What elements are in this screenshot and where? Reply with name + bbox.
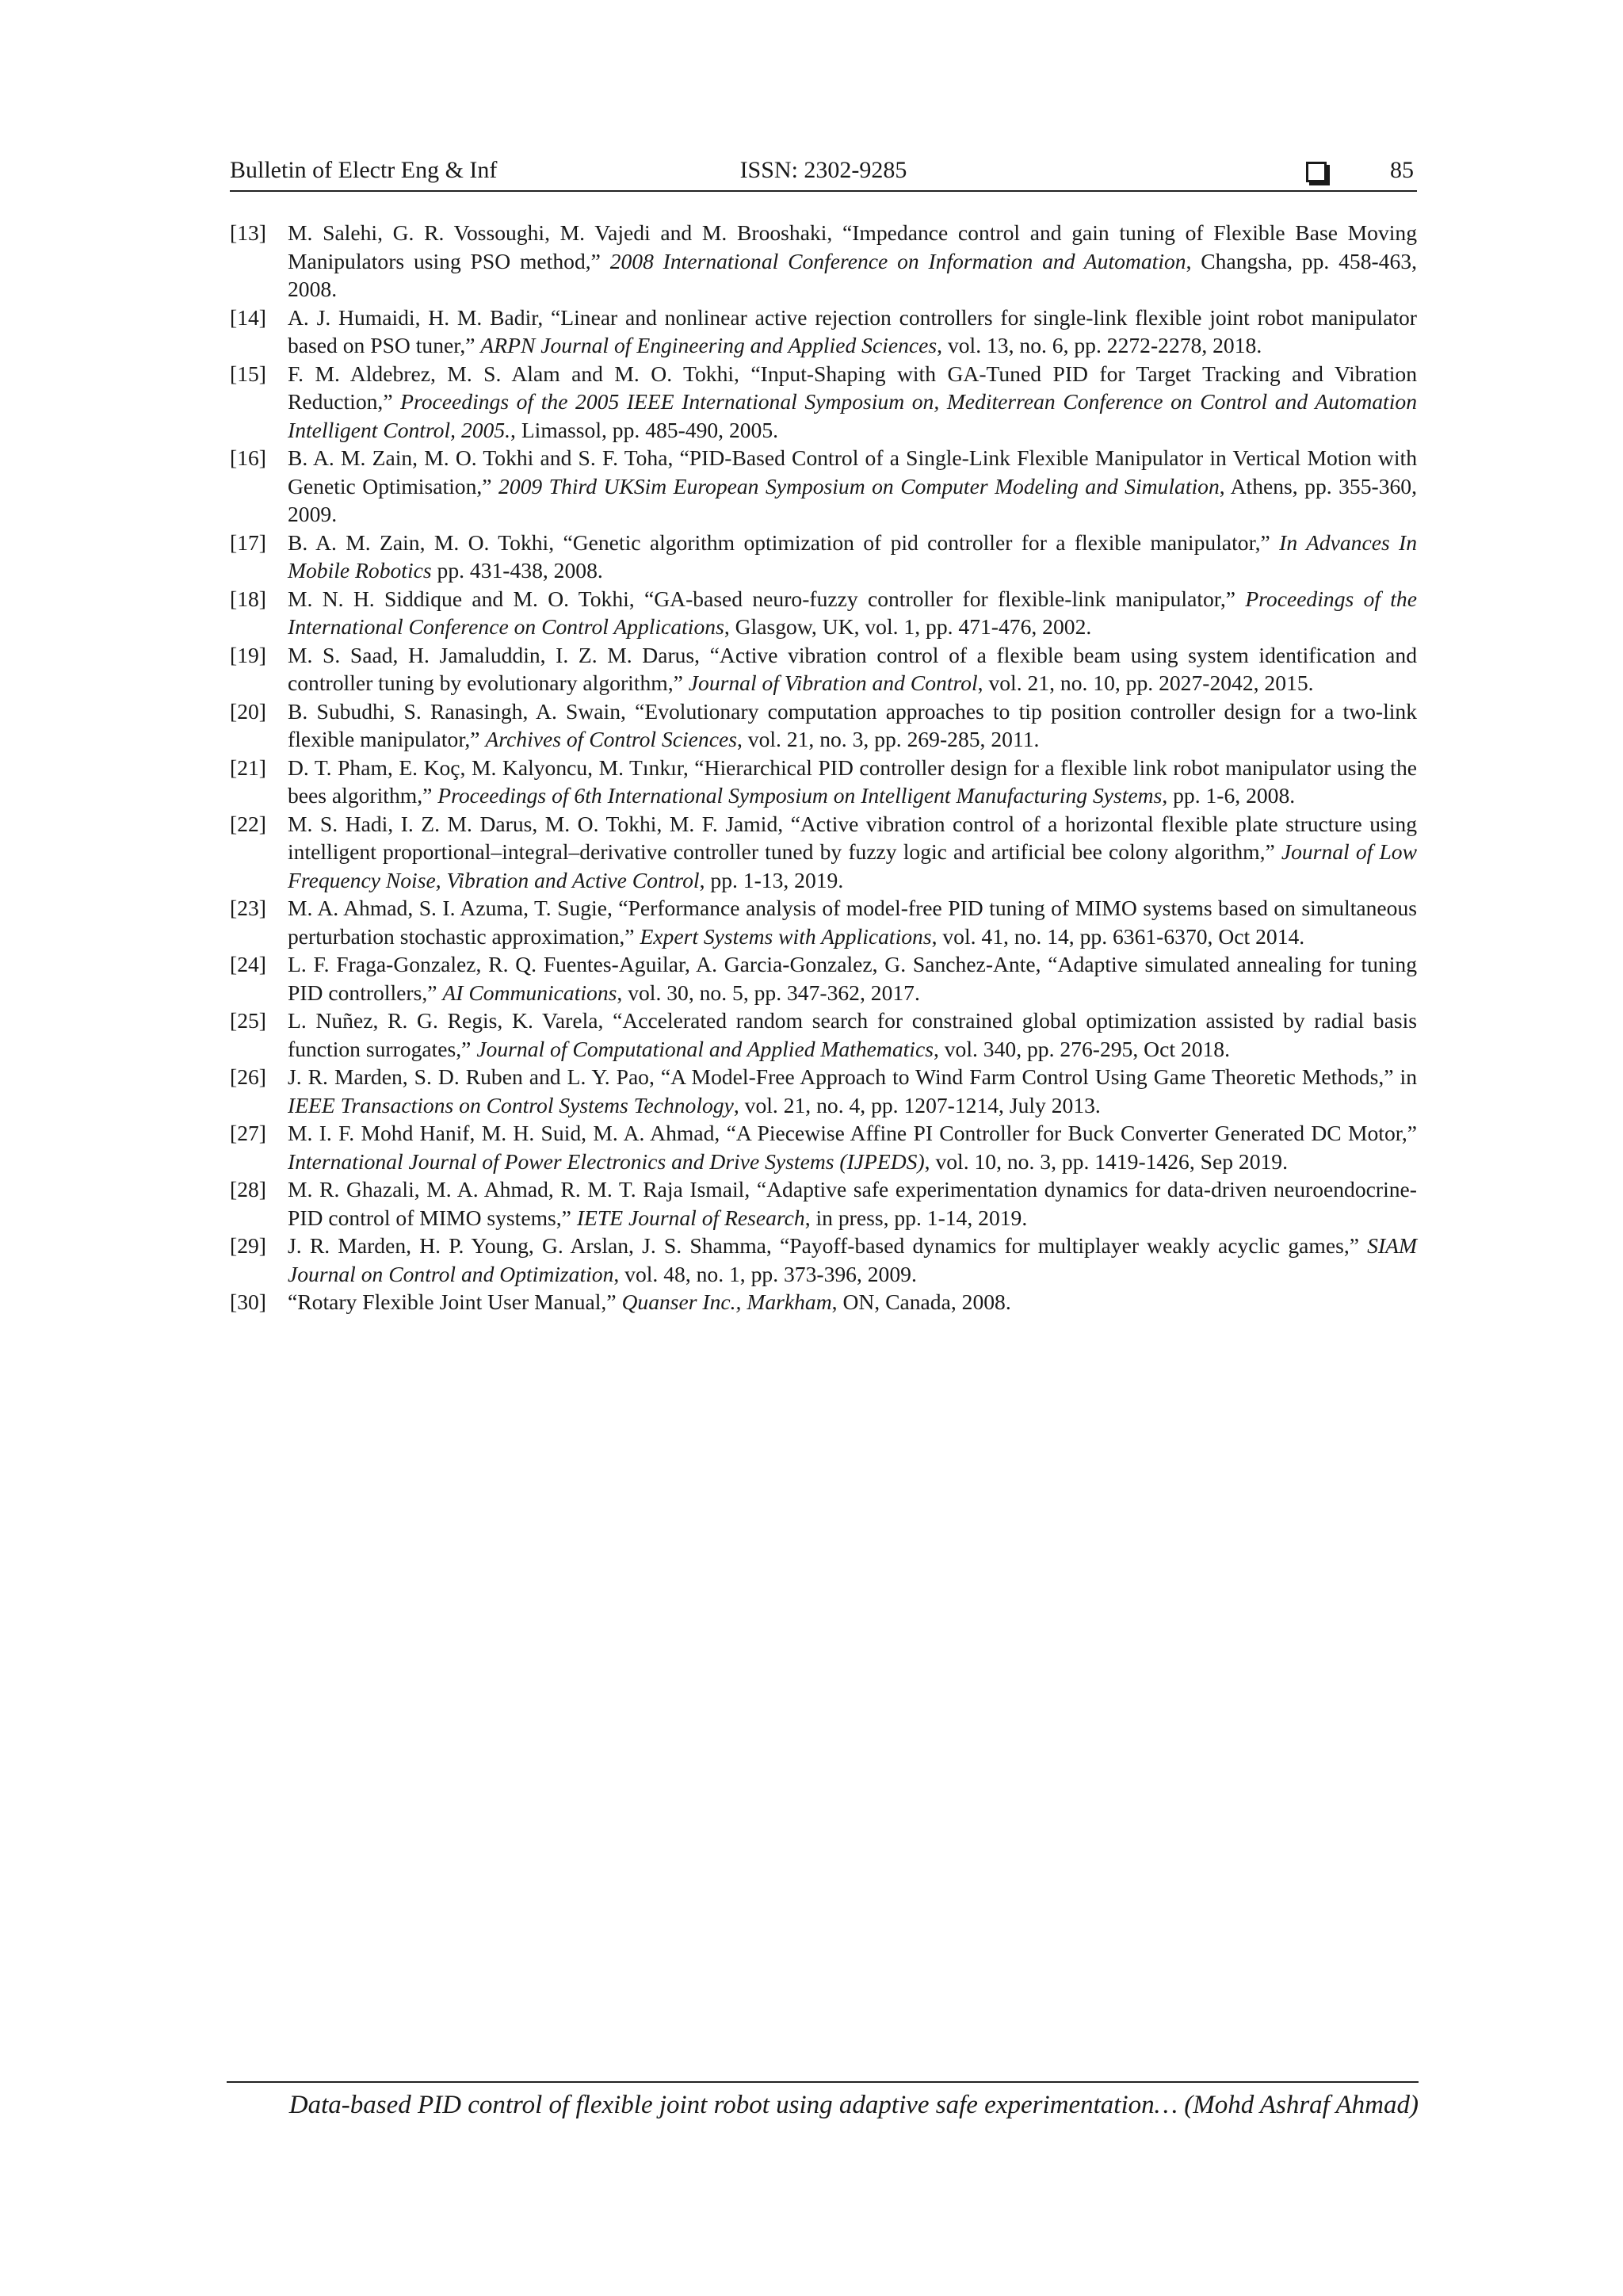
reference-venue: Journal of Computational and Applied Mathematics [476, 1036, 934, 1061]
reference-item [230, 1119, 1417, 1175]
reference-details: , Changsha, pp. 458-463, 2008. [288, 248, 1417, 301]
reference-text [288, 810, 1417, 895]
reference-venue: Quanser Inc., Markham [621, 1289, 832, 1314]
reference-text [288, 529, 1417, 585]
reference-venue: SIAM Journal on Control and Optimization [288, 1233, 1417, 1286]
reference-details: , pp. 1-6, 2008. [1162, 783, 1296, 808]
reference-authors-title: “Rotary Flexible Joint User Manual,” [288, 1289, 622, 1314]
reference-authors-title: M. I. F. Mohd Hanif, M. H. Suid, M. A. Ahmad, “A Piecewise Affine PI Controller for Buck Converter Generated DC Motor,” [288, 1121, 1417, 1145]
reference-item [230, 1288, 1417, 1316]
reference-item [230, 810, 1417, 895]
footer-running-title: Data-based PID control of flexible joint robot using adaptive safe experimentation… (Mohd Ashraf Ahmad) [288, 2091, 1419, 2119]
reference-number: [18] [230, 586, 266, 611]
reference-text [288, 304, 1417, 360]
reference-venue: In Advances In Mobile Robotics [288, 529, 1417, 583]
reference-details: , ON, Canada, 2008. [831, 1289, 1011, 1314]
reference-number: [21] [230, 755, 266, 780]
reference-number: [17] [230, 529, 266, 555]
reference-item [230, 360, 1417, 445]
reference-text [288, 1119, 1417, 1175]
reference-details: , vol. 13, no. 6, pp. 2272-2278, 2018. [937, 333, 1262, 357]
reference-details: , pp. 1-13, 2019. [699, 867, 844, 892]
reference-details: , vol. 10, no. 3, pp. 1419-1426, Sep 2019. [924, 1148, 1288, 1174]
page-number: 85 [1390, 157, 1414, 183]
reference-details: , Limassol, pp. 485-490, 2005. [510, 417, 779, 442]
reference-item [230, 950, 1417, 1007]
reference-number: [20] [230, 698, 266, 724]
reference-authors-title: M. S. Hadi, I. Z. M. Darus, M. O. Tokhi, M. F. Jamid, “Active vibration control of a horizontal flexible plate structure using intelligent proportional–integral–derivative controller tuned by fuzzy logic and artificial bee colony algorithm,” [288, 811, 1417, 864]
reference-authors-title: F. M. Aldebrez, M. S. Alam and M. O. Tokhi, “Input-Shaping with GA-Tuned PID for Target Tracking and Vibration Reduction,” [288, 361, 1417, 414]
reference-details: , vol. 21, no. 3, pp. 269-285, 2011. [736, 727, 1040, 751]
reference-venue: International Journal of Power Electronics and Drive Systems (IJPEDS) [288, 1148, 925, 1174]
reference-authors-title: B. A. M. Zain, M. O. Tokhi, “Genetic algorithm optimization of pid controller for a flexible manipulator,” [288, 529, 1280, 555]
reference-text [288, 641, 1417, 697]
reference-number: [24] [230, 952, 266, 976]
reference-text [288, 1175, 1417, 1232]
reference-item [230, 219, 1417, 304]
reference-details: , vol. 21, no. 10, pp. 2027-2042, 2015. [977, 670, 1314, 695]
reference-details: , Glasgow, UK, vol. 1, pp. 471-476, 2002. [724, 614, 1092, 639]
reference-number: [13] [230, 220, 266, 245]
reference-venue: Expert Systems with Applications [640, 923, 932, 949]
reference-text [288, 585, 1417, 641]
reference-item [230, 754, 1417, 810]
reference-text [288, 1007, 1417, 1063]
reference-venue: Archives of Control Sciences [485, 727, 737, 751]
reference-number: [23] [230, 896, 266, 920]
reference-authors-title: B. Subudhi, S. Ranasingh, A. Swain, “Evolutionary computation approaches to tip position controller design for a two-link flexible manipulator,” [288, 698, 1417, 751]
reference-item [230, 641, 1417, 697]
reference-venue: Journal of Low Frequency Noise, Vibration and Active Control [288, 839, 1418, 892]
reference-item [230, 1063, 1417, 1119]
reference-text [288, 894, 1417, 950]
reference-venue: Proceedings of the 2005 IEEE International Symposium on, Mediterrean Conference on Control and Automation Intelligent Control, 2005. [288, 389, 1417, 442]
reference-details: , vol. 30, no. 5, pp. 347-362, 2017. [617, 980, 920, 1005]
reference-number: [22] [230, 811, 266, 836]
reference-number: [29] [230, 1233, 266, 1258]
reference-authors-title: M. N. H. Siddique and M. O. Tokhi, “GA-based neuro-fuzzy controller for flexible-link manipulator,” [288, 586, 1246, 611]
page-header [230, 154, 1417, 192]
reference-authors-title: D. T. Pham, E. Koç, M. Kalyoncu, M. Tınkır, “Hierarchical PID controller design for a flexible link robot manipulator using the bees algorithm,” [288, 755, 1417, 808]
reference-venue: IEEE Transactions on Control Systems Technology [288, 1092, 734, 1117]
reference-number: [28] [230, 1177, 266, 1201]
reference-venue: IETE Journal of Research [576, 1205, 805, 1230]
reference-authors-title: L. Nuñez, R. G. Regis, K. Varela, “Accelerated random search for constrained global optimization assisted by radial basis function surrogates,” [288, 1008, 1417, 1061]
reference-authors-title: J. R. Marden, H. P. Young, G. Arslan, J. S. Shamma, “Payoff-based dynamics for multiplayer weakly acyclic games,” [288, 1233, 1368, 1258]
issn-label: ISSN: 2302-9285 [739, 157, 907, 183]
reference-authors-title: B. A. M. Zain, M. O. Tokhi and S. F. Toha, “PID-Based Control of a Single-Link Flexible Manipulator in Vertical Motion with Genetic Optimisation,” [288, 445, 1417, 499]
reference-text [288, 754, 1417, 810]
reference-text [288, 1288, 1417, 1316]
reference-number: [30] [230, 1289, 266, 1314]
reference-authors-title: M. S. Saad, H. Jamaluddin, I. Z. M. Darus, “Active vibration control of a flexible beam using system identification and controller tuning by evolutionary algorithm,” [288, 642, 1417, 695]
reference-details: , vol. 48, no. 1, pp. 373-396, 2009. [613, 1261, 917, 1286]
reference-item [230, 894, 1417, 950]
reference-list [230, 219, 1417, 1316]
reference-venue: Proceedings of the International Conference on Control Applications [288, 586, 1417, 639]
reference-details: , vol. 21, no. 4, pp. 1207-1214, July 2013. [733, 1092, 1101, 1117]
reference-venue: 2008 International Conference on Information and Automation [609, 248, 1186, 273]
reference-item [230, 304, 1417, 360]
reference-details: , in press, pp. 1-14, 2019. [804, 1205, 1028, 1230]
reference-authors-title: M. Salehi, G. R. Vossoughi, M. Vajedi and M. Brooshaki, “Impedance control and gain tuning of Flexible Base Moving Manipulators using PSO method,” [288, 220, 1417, 273]
reference-venue: Journal of Vibration and Control [688, 670, 978, 695]
reference-authors-title: M. R. Ghazali, M. A. Ahmad, R. M. T. Raja Ismail, “Adaptive safe experimentation dynamics for data-driven neuroendocrine-PID control of MIMO systems,” [288, 1177, 1417, 1230]
reference-item [230, 697, 1417, 754]
reference-venue: 2009 Third UKSim European Symposium on Computer Modeling and Simulation [498, 473, 1220, 499]
reference-number: [27] [230, 1121, 266, 1145]
reference-venue: AI Communications [442, 980, 617, 1005]
reference-text [288, 950, 1417, 1007]
reference-number: [25] [230, 1008, 266, 1033]
page-footer [227, 2081, 1419, 2120]
reference-details: pp. 431-438, 2008. [431, 558, 603, 583]
reference-text [288, 1232, 1417, 1288]
checkbox-square-icon [1306, 162, 1327, 182]
reference-details: , Athens, pp. 355-360, 2009. [288, 473, 1417, 526]
reference-text [288, 360, 1417, 445]
reference-item [230, 1175, 1417, 1232]
reference-authors-title: M. A. Ahmad, S. I. Azuma, T. Sugie, “Performance analysis of model-free PID tuning of MIMO systems based on simultaneous perturbation stochastic approximation,” [288, 896, 1417, 949]
reference-item [230, 1007, 1417, 1063]
reference-authors-title: L. F. Fraga-Gonzalez, R. Q. Fuentes-Aguilar, A. Garcia-Gonzalez, G. Sanchez-Ante, “Adaptive simulated annealing for tuning PID controllers,” [288, 952, 1417, 1005]
reference-text [288, 219, 1417, 304]
reference-details: , vol. 41, no. 14, pp. 6361-6370, Oct 2014. [931, 923, 1305, 949]
reference-venue: ARPN Journal of Engineering and Applied Sciences [480, 333, 938, 357]
reference-authors-title: A. J. Humaidi, H. M. Badir, “Linear and nonlinear active rejection controllers for single-link flexible joint robot manipulator based on PSO tuner,” [288, 304, 1417, 357]
reference-text [288, 697, 1417, 754]
reference-text [288, 444, 1417, 529]
reference-item [230, 444, 1417, 529]
reference-number: [16] [230, 445, 266, 470]
journal-name: Bulletin of Electr Eng & Inf [230, 157, 498, 183]
reference-item [230, 1232, 1417, 1288]
reference-item [230, 529, 1417, 585]
reference-number: [26] [230, 1064, 266, 1089]
reference-item [230, 585, 1417, 641]
reference-number: [15] [230, 361, 266, 386]
reference-venue: Proceedings of 6th International Symposium on Intelligent Manufacturing Systems [437, 783, 1163, 808]
reference-details: , vol. 340, pp. 276-295, Oct 2018. [933, 1036, 1230, 1061]
reference-authors-title: J. R. Marden, S. D. Ruben and L. Y. Pao, “A Model-Free Approach to Wind Farm Control Using Game Theoretic Methods,” in [288, 1064, 1417, 1089]
reference-number: [14] [230, 304, 266, 330]
reference-text [288, 1063, 1417, 1119]
reference-number: [19] [230, 642, 266, 667]
